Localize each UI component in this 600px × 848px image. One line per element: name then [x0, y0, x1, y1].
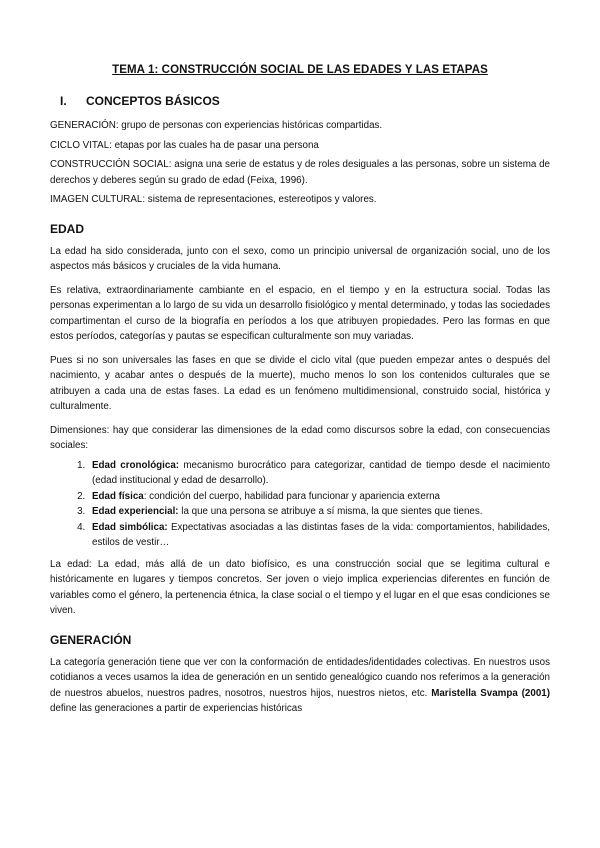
- list-item: [88, 458, 550, 489]
- edad-paragraph: Es relativa, extraordinariamente cambiante en el espacio, en el tiempo y en la estructura social. Todas las personas experimentan a lo largo de su vida un desarrollo fisiológico y mental determinado, y todas las sociedades compartimentan el curso de la biografía en períodos a los que atribuyen propiedades. Pero las formas en que estos períodos, categorías y pautas se especifican culturalmente son muy variadas.: [50, 284, 550, 342]
- generacion-text-continued: define las generaciones a partir de experiencias históricas: [50, 703, 303, 714]
- section-heading: [50, 94, 550, 108]
- dimension-term: Edad experiencial:: [92, 506, 179, 517]
- author-citation: Maristella Svampa (2001): [431, 687, 550, 699]
- edad-dimensions-intro: Dimensiones: hay que considerar las dimensiones de la edad como discursos sobre la edad, con consecuencias sociales:: [50, 424, 550, 451]
- edad-paragraph: La edad ha sido considerada, junto con el sexo, como un principio universal de organización social, uno de los aspectos más básicos y cruciales de la vida humana.: [50, 245, 550, 272]
- edad-paragraph: Pues si no son universales las fases en que se divide el ciclo vital (que pueden empezar antes o después del nacimiento, y acabar antes o después de la muerte), mucho menos lo son los contenidos culturales que se atribuyen a cada una de estas fases. La edad es un fenómeno multidimensional, construido social, histórica y culturalmente.: [50, 354, 550, 412]
- section-title: CONCEPTOS BÁSICOS: [86, 94, 220, 108]
- definition-construccion-social: CONSTRUCCIÓN SOCIAL: asigna una serie de estatus y de roles desiguales a las personas, sobre un sistema de derechos y deberes según su grado de edad (Feixa, 1996).: [50, 159, 550, 186]
- definition-generacion: GENERACIÓN: grupo de personas con experiencias históricas compartidas.: [50, 120, 383, 131]
- dimension-text: Expectativas asociadas a las distintas fases de la vida: comportamientos, habilidades, estilos de vestir…: [92, 521, 550, 548]
- document-title: TEMA 1: CONSTRUCCIÓN SOCIAL DE LAS EDADES Y LAS ETAPAS: [112, 64, 488, 76]
- dimension-text: la que una persona se atribuye a sí misma, la que sientes que tienes.: [178, 506, 483, 517]
- dimension-term: Edad cronológica:: [92, 459, 180, 471]
- dimension-text: mecanismo burocrático para categorizar, cantidad de tiempo desde el nacimiento (edad institucional y edad de desarrollo).: [92, 459, 551, 486]
- generacion-heading: GENERACIÓN: [50, 632, 132, 647]
- generacion-text: La categoría generación tiene que ver con la conformación de entidades/identidades colectivas. En nuestros usos cotidianos a veces usamos la idea de generación en un sentido genealógico cuando nos referimos a la generación de nuestros abuelos, nuestros padres, nosotros, nuestros hijos, nuestros nietos, etc.: [50, 656, 550, 699]
- edad-closing-paragraph: La edad: La edad, más allá de un dato biofísico, es una construcción social que se legitima cultural e históricamente en lugares y tiempos concretos. Ser joven o viejo implica experiencias diferentes en función de variables como el género, la pertenencia étnica, la clase social o el tiempo y el lugar en el que esas condiciones se viven.: [50, 558, 550, 616]
- list-item: [88, 504, 550, 520]
- definition-ciclo-vital: CICLO VITAL: etapas por las cuales ha de pasar una persona: [50, 139, 319, 151]
- definition-imagen-cultural: IMAGEN CULTURAL: sistema de representaciones, estereotipos y valores.: [50, 194, 377, 205]
- section-number: I.: [60, 94, 67, 108]
- dimension-term: Edad simbólica:: [92, 521, 168, 533]
- dimension-text: : condición del cuerpo, habilidad para funcionar y apariencia externa: [143, 490, 441, 502]
- generacion-paragraph: [50, 655, 550, 717]
- dimension-term: Edad física: [92, 490, 144, 502]
- edad-heading: EDAD: [50, 221, 85, 236]
- list-item: [88, 520, 550, 551]
- list-item: [88, 489, 550, 505]
- dimensions-list: [50, 458, 550, 551]
